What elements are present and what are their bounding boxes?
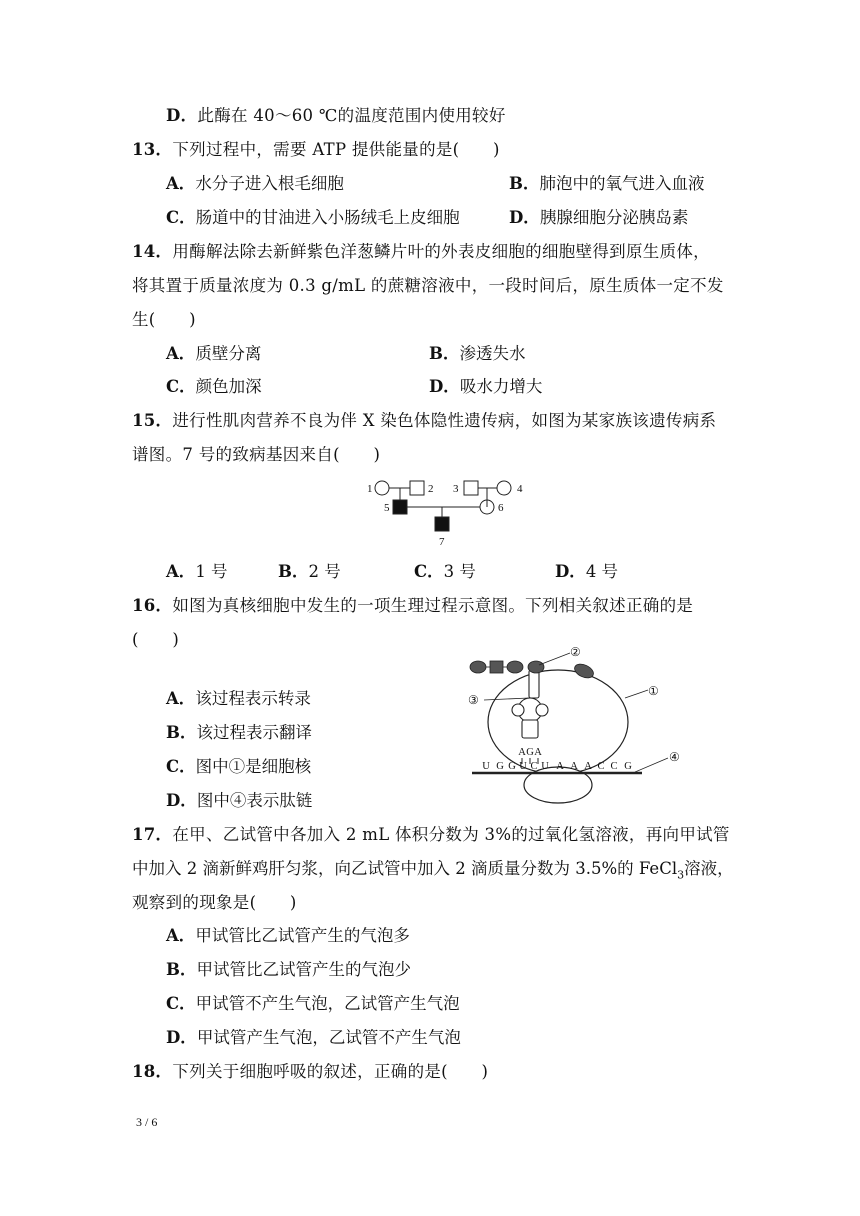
option-text: 2 号 (308, 562, 341, 581)
option-letter: D． (166, 791, 197, 810)
option-letter: B． (166, 960, 197, 979)
question-text: 下列关于细胞呼吸的叙述，正确的是( ) (172, 1062, 489, 1081)
option-letter: D． (166, 1028, 197, 1047)
question-number: 18． (132, 1062, 173, 1081)
q15-stem-line1 (132, 411, 716, 431)
option-text: 甲试管比乙试管产生的气泡少 (196, 960, 411, 979)
q13-stem (132, 140, 500, 160)
q13-option-c (166, 208, 460, 228)
q17-stem-line2 (132, 859, 734, 885)
label-circle-3: ③ (468, 693, 479, 707)
option-letter: B． (166, 723, 197, 742)
option-letter: A． (166, 689, 196, 708)
option-text: 胰腺细胞分泌胰岛素 (539, 208, 689, 227)
option-text: 此酶在 40～60 ℃的温度范围内使用较好 (197, 106, 506, 125)
option-letter: C． (166, 208, 196, 227)
option-text: 图中④表示肽链 (196, 791, 313, 810)
q17-option-d (166, 1028, 461, 1048)
question-number: 16． (132, 596, 173, 615)
question-number: 17． (132, 825, 173, 844)
question-text: 溶液， (684, 859, 734, 878)
q18-stem (132, 1062, 488, 1082)
q14-stem-line3: 生( ) (132, 310, 196, 329)
option-text: 肺泡中的氧气进入血液 (539, 174, 705, 193)
q14-option-b (429, 344, 525, 364)
option-text: 该过程表示转录 (195, 689, 311, 708)
option-letter: D． (555, 562, 586, 581)
option-text: 颜色加深 (195, 377, 262, 396)
mrna-base: C (610, 761, 618, 772)
subscript: 3 (677, 868, 685, 882)
option-text: 图中①是细胞核 (195, 757, 312, 776)
pedigree-diagram (360, 474, 540, 550)
option-text: 3 号 (443, 562, 476, 581)
q16-option-b (166, 723, 312, 743)
mrna-base: U (541, 761, 549, 772)
option-letter: B． (509, 174, 540, 193)
option-text: 甲试管比乙试管产生的气泡多 (195, 926, 410, 945)
mrna-base: A (556, 761, 564, 772)
translation-diagram (462, 640, 692, 808)
question-number: 15． (132, 411, 173, 430)
q13-option-a (166, 174, 344, 194)
mrna-base: G (508, 761, 516, 772)
label-circle-1: ① (648, 684, 659, 698)
individual-1-female (375, 481, 389, 495)
option-text: 该过程表示翻译 (196, 723, 312, 742)
mrna-base: C (597, 761, 605, 772)
option-letter: C． (414, 562, 444, 581)
anticodon-base: A (518, 747, 526, 758)
option-letter: C． (166, 377, 196, 396)
q15-option-c (414, 562, 476, 582)
label-1: 1 (367, 483, 373, 495)
q14-stem-line2: 将其置于质量浓度为 0.3 g/mL 的蔗糖溶液中，一段时间后，原生质体一定不发 (132, 276, 724, 295)
mrna-base: A (584, 761, 592, 772)
q16-stem-line1 (132, 596, 693, 616)
option-letter: C． (166, 757, 196, 776)
q14-option-c (166, 377, 262, 397)
question-number: 14． (132, 242, 173, 261)
q13-option-d (509, 208, 688, 228)
q15-option-b (278, 562, 341, 582)
q14-stem-line1 (132, 242, 710, 262)
option-letter: A． (166, 344, 196, 363)
option-text: 甲试管不产生气泡，乙试管产生气泡 (195, 994, 460, 1013)
mrna-base: U (482, 761, 490, 772)
label-6: 6 (498, 502, 504, 514)
label-circle-2: ② (570, 645, 581, 659)
option-text: 吸水力增大 (459, 377, 543, 396)
mrna-base: A (570, 761, 578, 772)
q17-stem-line1 (132, 825, 730, 845)
q17-stem-line3: 观察到的现象是( ) (132, 893, 297, 912)
free-amino-acid (572, 661, 595, 680)
q16-option-d (166, 791, 312, 811)
ribosome-large-subunit (488, 670, 628, 774)
option-letter: D． (429, 377, 460, 396)
q17-option-b (166, 960, 411, 980)
anticodon-base: A (534, 747, 542, 758)
question-text: 进行性肌肉营养不良为伴 X 染色体隐性遗传病，如图为某家族该遗传病系 (172, 411, 717, 430)
label-2: 2 (428, 483, 434, 495)
label-4: 4 (517, 483, 523, 495)
question-text: 下列过程中，需要 ATP 提供能量的是( ) (172, 140, 500, 159)
anticodon-base: G (526, 747, 534, 758)
mrna-base: C (530, 761, 538, 772)
individual-3-male (464, 481, 478, 495)
option-letter: D． (166, 106, 198, 125)
question-text: 如图为真核细胞中发生的一项生理过程示意图。下列相关叙述正确的是 (172, 596, 694, 615)
q16-option-a (166, 689, 311, 709)
q16-stem-line2: ( ) (132, 630, 180, 649)
q15-stem-line2: 谱图。7 号的致病基因来自( ) (132, 445, 381, 464)
option-letter: B． (429, 344, 460, 363)
label-7: 7 (439, 536, 445, 548)
option-letter: A． (166, 562, 196, 581)
page-number: 3 / 6 (136, 1115, 158, 1129)
option-text: 质壁分离 (195, 344, 262, 363)
q13-option-b (509, 174, 704, 194)
mrna-base: U (519, 761, 527, 772)
label-circle-4: ④ (669, 750, 680, 764)
label-5: 5 (384, 502, 390, 514)
option-letter: A． (166, 926, 196, 945)
mrna-base: G (496, 761, 504, 772)
q17-option-c (166, 994, 460, 1014)
option-text: 1 号 (195, 562, 228, 581)
question-text: 在甲、乙试管中各加入 2 mL 体积分数为 3%的过氧化氢溶液，再向甲试管 (172, 825, 730, 844)
q14-option-a (166, 344, 261, 364)
q17-option-a (166, 926, 410, 946)
q15-option-a (166, 562, 228, 582)
question-text: 用酶解法除去新鲜紫色洋葱鳞片叶的外表皮细胞的细胞壁得到原生质体， (172, 242, 710, 261)
question-text: 中加入 2 滴新鲜鸡肝匀浆，向乙试管中加入 2 滴质量分数为 3.5%的 FeCl (132, 859, 678, 878)
label-3: 3 (453, 483, 459, 495)
individual-4-female (497, 481, 511, 495)
option-text: 水分子进入根毛细胞 (195, 174, 344, 193)
mrna-base: G (624, 761, 632, 772)
q15-option-d (555, 562, 618, 582)
option-letter: B． (278, 562, 309, 581)
option-text: 甲试管产生气泡，乙试管不产生气泡 (196, 1028, 461, 1047)
individual-5-affected-male (393, 500, 407, 514)
option-text: 肠道中的甘油进入小肠绒毛上皮细胞 (195, 208, 460, 227)
option-letter: C． (166, 994, 196, 1013)
individual-7-affected-male (435, 517, 449, 531)
question-number: 13． (132, 140, 173, 159)
q12-option-d (166, 106, 506, 126)
option-letter: D． (509, 208, 540, 227)
q14-option-d (429, 377, 542, 397)
individual-2-male (410, 481, 424, 495)
option-text: 渗透失水 (459, 344, 526, 363)
option-letter: A． (166, 174, 196, 193)
option-text: 4 号 (585, 562, 619, 581)
q16-option-c (166, 757, 311, 777)
